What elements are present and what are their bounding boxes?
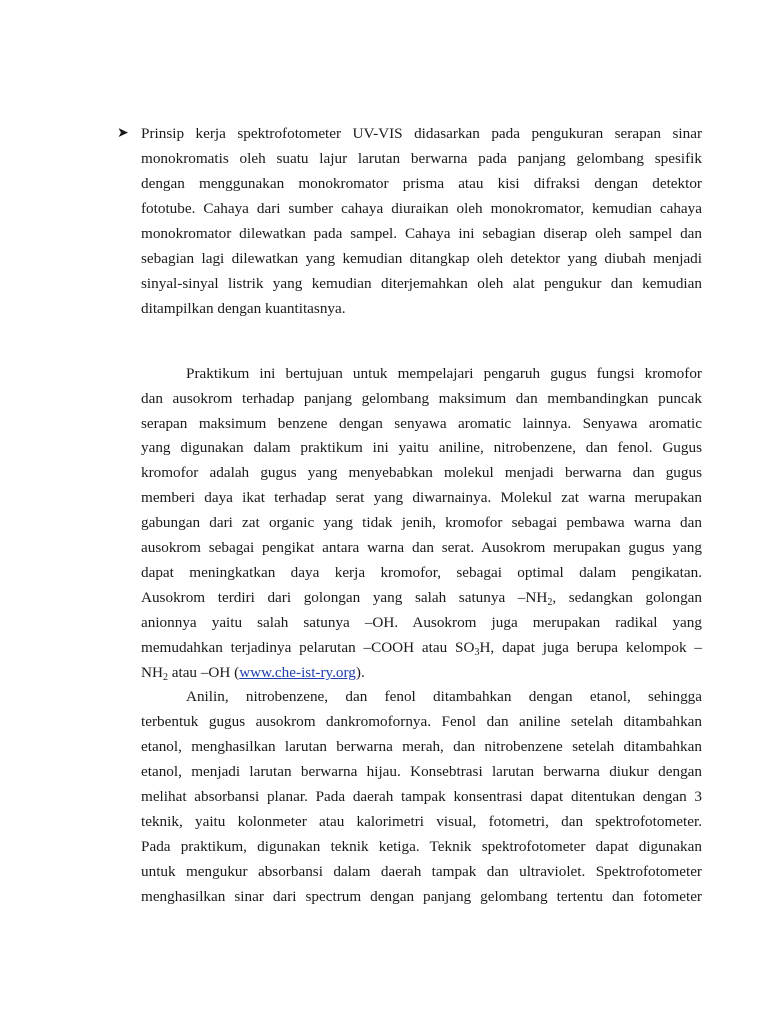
text-line: dengan menggunakan monokromator prisma atau kisi difraksi dengan detektor (141, 175, 702, 192)
text: Ausokrom terdiri dari golongan yang salah satunya –NH (141, 589, 548, 606)
text-line: memberi daya ikat terhadap serat yang diwarnainya. Molekul zat warna merupakan (141, 489, 702, 506)
text-line: ditampilkan dengan kuantitasnya. (141, 300, 346, 317)
text: memudahkan terjadinya pelarutan –COOH atau SO (141, 639, 475, 656)
text-line: Anilin, nitrobenzene, dan fenol ditambahkan dengan etanol, sehingga (186, 688, 702, 705)
text-line: serapan maksimum benzene dengan senyawa aromatic lainnya. Senyawa aromatic (141, 415, 702, 432)
subscript: 2 (547, 597, 553, 608)
text-line: melihat absorbansi planar. Pada daerah tampak konsentrasi dapat ditentukan dengan 3 (141, 788, 702, 805)
text: ). (355, 664, 365, 681)
reference-link[interactable]: www.che-ist-ry.org (239, 664, 356, 681)
text-line: fototube. Cahaya dari sumber cahaya diuraikan oleh monokromator, kemudian cahaya (141, 200, 702, 217)
text-line: teknik, yaitu kolonmeter atau kalorimetri visual, fotometri, dan spektrofotometer. (141, 813, 702, 830)
text: H, dapat juga berupa kelompok – (479, 639, 702, 656)
text-line: monokromator dilewatkan pada sampel. Cahaya ini sebagian diserap oleh sampel dan (141, 225, 702, 242)
arrowhead-bullet-icon: ➤ (117, 126, 129, 141)
text-line: etanol, menjadi larutan berwarna hijau. Konsebtrasi larutan berwarna diukur dengan (141, 763, 702, 780)
text-line: sinyal-sinyal listrik yang kemudian diterjemahkan oleh alat pengukur dan kemudian (141, 275, 702, 292)
text-line: terbentuk gugus ausokrom dankromofornya. Fenol dan aniline setelah ditambahkan (141, 713, 702, 730)
text: atau –OH ( (167, 664, 240, 681)
text-line: menghasilkan sinar dari spectrum dengan panjang gelombang tertentu dan fotometer (141, 888, 702, 905)
text-line: Pada praktikum, digunakan teknik ketiga. Teknik spektrofotometer dapat digunakan (141, 838, 702, 855)
text-line: dapat meningkatkan daya kerja kromofor, sebagai optimal dalam pengikatan. (141, 564, 702, 581)
subscript: 3 (474, 647, 480, 658)
text-line: untuk mengukur absorbansi dalam daerah tampak dan ultraviolet. Spektrofotometer (141, 863, 702, 880)
text-line: gabungan dari zat organic yang tidak jenih, kromofor sebagai pembawa warna dan (141, 514, 702, 531)
text-line: Praktikum ini bertujuan untuk mempelajari pengaruh gugus fungsi kromofor (186, 365, 702, 382)
text: , sedangkan golongan (552, 589, 702, 606)
text-line: dan ausokrom terhadap panjang gelombang maksimum dan membandingkan puncak (141, 390, 702, 407)
text-line (141, 663, 702, 683)
text-line: etanol, menghasilkan larutan berwarna merah, dan nitrobenzene setelah ditambahkan (141, 738, 702, 755)
text-line (141, 588, 702, 608)
text-line (141, 638, 702, 658)
text-line: Prinsip kerja spektrofotometer UV-VIS didasarkan pada pengukuran serapan sinar (141, 125, 702, 142)
text-line: monokromatis oleh suatu lajur larutan berwarna pada panjang gelombang spesifik (141, 150, 702, 167)
text-line: ausokrom sebagai pengikat antara warna dan serat. Ausokrom merupakan gugus yang (141, 539, 702, 556)
text-line: sebagian lagi dilewatkan yang kemudian ditangkap oleh detektor yang diubah menjadi (141, 250, 702, 267)
text-line: anionnya yaitu salah satunya –OH. Ausokrom juga merupakan radikal yang (141, 614, 702, 631)
text-line: kromofor adalah gugus yang menyebabkan molekul menjadi berwarna dan gugus (141, 464, 702, 481)
text-line: yang digunakan dalam praktikum ini yaitu aniline, nitrobenzene, dan fenol. Gugus (141, 439, 702, 456)
subscript: 2 (162, 672, 168, 683)
text: NH (141, 664, 163, 681)
